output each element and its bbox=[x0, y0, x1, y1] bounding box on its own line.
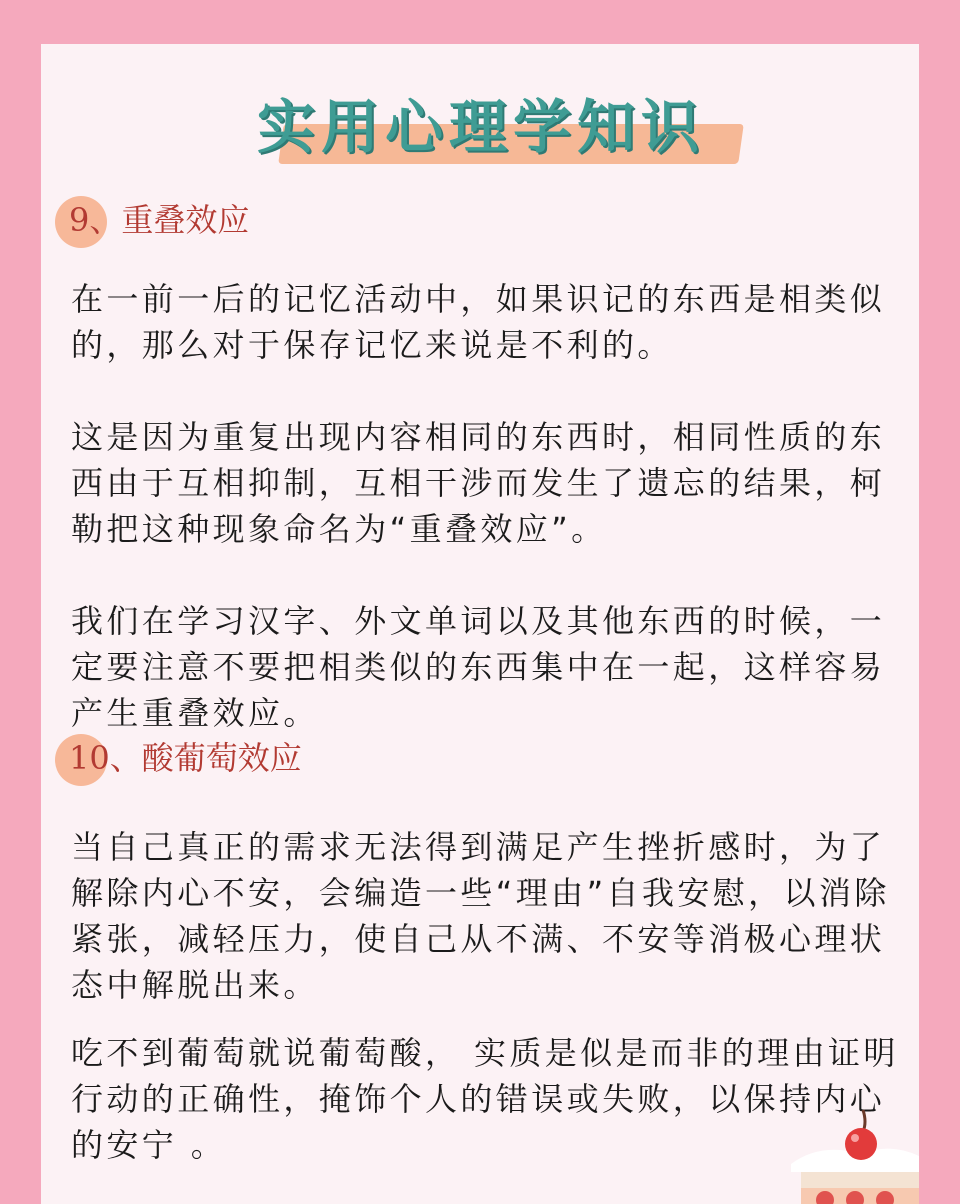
cherry-cake-icon bbox=[781, 1102, 919, 1204]
paragraph: 吃不到葡萄就说葡萄酸， 实质是似是而非的理由证明行动的正确性，掩饰个人的错误或失败，以保持内心的安宁 。 bbox=[71, 1034, 899, 1164]
section-heading-10 bbox=[49, 732, 302, 784]
paragraph: 当自己真正的需求无法得到满足产生挫折感时，为了解除内心不安，会编造一些“理由”自我安慰，以消除紧张，减轻压力，使自己从不满、不安等消极心理状态中解脱出来。 bbox=[71, 828, 890, 1004]
paragraph: 这是因为重复出现内容相同的东西时，相同性质的东西由于互相抑制，互相干涉而发生了遗忘的结果，柯勒把这种现象命名为“重叠效应”。 bbox=[71, 418, 886, 548]
title-banner bbox=[241, 82, 721, 172]
section-heading-9 bbox=[49, 194, 249, 246]
section-title: 10、酸葡萄效应 bbox=[69, 739, 302, 777]
section-title: 9、重叠效应 bbox=[69, 201, 250, 239]
page-title: 实用心理学知识 bbox=[256, 93, 705, 161]
content-card bbox=[41, 44, 919, 1204]
paragraph: 我们在学习汉字、外文单词以及其他东西的时候，一定要注意不要把相类似的东西集中在一起，这样容易产生重叠效应。 bbox=[71, 602, 886, 732]
paragraph: 在一前一后的记忆活动中，如果识记的东西是相类似的，那么对于保存记忆来说是不利的。 bbox=[71, 280, 886, 364]
